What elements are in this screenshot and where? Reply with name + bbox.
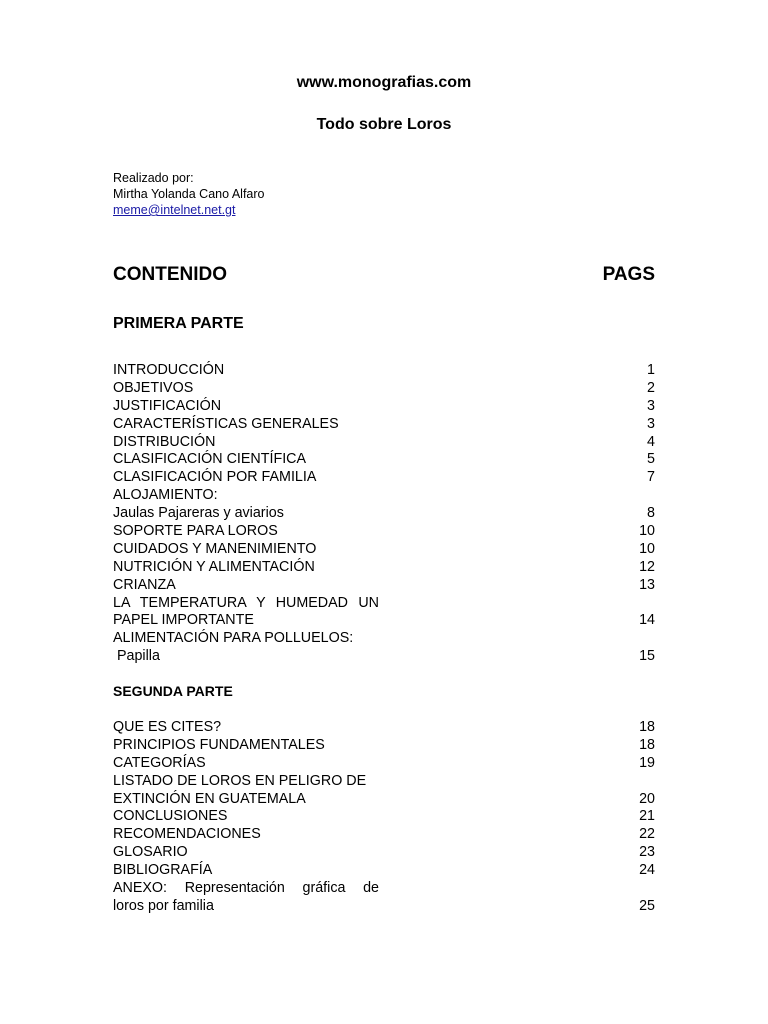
toc-row [113, 719, 655, 737]
toc-row [113, 398, 655, 416]
toc-page: 22 [639, 826, 655, 843]
toc-page: 10 [639, 523, 655, 540]
toc-page: 1 [647, 362, 655, 378]
toc-label: INTRODUCCIÓN [113, 362, 225, 378]
toc-page: 3 [647, 397, 655, 414]
toc-row [113, 898, 655, 916]
toc-row [113, 577, 655, 595]
toc-row [113, 755, 655, 773]
author-label: Realizado por: [113, 171, 194, 185]
toc-label: CRIANZA [113, 576, 176, 593]
toc-row [113, 434, 655, 452]
toc-label: CLASIFICACIÓN CIENTÍFICA [113, 451, 307, 468]
toc-label: CARACTERÍSTICAS GENERALES [113, 415, 339, 432]
toc-row [113, 862, 655, 880]
author-block [113, 170, 265, 218]
toc-label: JUSTIFICACIÓN [113, 397, 222, 414]
toc-page: 7 [647, 469, 655, 486]
toc-label: BIBLIOGRAFÍA [113, 862, 213, 879]
toc-row [113, 559, 655, 577]
toc-row [113, 612, 655, 630]
toc-page: 14 [639, 612, 655, 629]
toc-part2 [113, 719, 655, 916]
toc-row [113, 808, 655, 826]
toc-row [113, 469, 655, 487]
toc-row [113, 844, 655, 862]
toc-row [113, 595, 655, 613]
toc-row [113, 880, 655, 898]
toc-page: 18 [639, 736, 655, 753]
part1-title: PRIMERA PARTE [113, 315, 244, 332]
toc-row [113, 826, 655, 844]
toc-label: SOPORTE PARA LOROS [113, 523, 278, 540]
toc-row [113, 541, 655, 559]
toc-label: ANEXO: Representación gráfica de [113, 880, 379, 897]
toc-row [113, 451, 655, 469]
toc-label: LISTADO DE LOROS EN PELIGRO DE [113, 772, 367, 789]
toc-row [113, 416, 655, 434]
toc-page: 23 [639, 844, 655, 861]
toc-page: 15 [639, 648, 655, 665]
toc-label: OBJETIVOS [113, 379, 194, 396]
toc-label: PAPEL IMPORTANTE [113, 612, 254, 629]
toc-label: EXTINCIÓN EN GUATEMALA [113, 790, 306, 807]
toc-label: loros por familia [113, 897, 214, 914]
toc-row [113, 791, 655, 809]
toc-page: 10 [639, 540, 655, 557]
toc-page: 3 [647, 415, 655, 432]
toc-page: 13 [639, 576, 655, 593]
toc-page: 21 [639, 808, 655, 825]
toc-part1 [113, 362, 655, 666]
toc-label: LA TEMPERATURA Y HUMEDAD UN [113, 594, 379, 611]
toc-page: 24 [639, 862, 655, 879]
toc-row [113, 737, 655, 755]
toc-label: CONCLUSIONES [113, 808, 228, 825]
contents-heading: CONTENIDO [113, 264, 227, 285]
toc-label: CUIDADOS Y MANENIMIENTO [113, 540, 317, 557]
toc-page: 20 [639, 790, 655, 807]
toc-label: RECOMENDACIONES [113, 826, 261, 843]
toc-row [113, 487, 655, 505]
toc-label: PRINCIPIOS FUNDAMENTALES [113, 736, 325, 753]
toc-page: 4 [647, 433, 655, 450]
toc-row [113, 380, 655, 398]
toc-page: 12 [639, 558, 655, 575]
toc-row [113, 505, 655, 523]
toc-label: CLASIFICACIÓN POR FAMILIA [113, 469, 317, 486]
document-title: Todo sobre Loros [316, 116, 452, 133]
site-url: www.monografias.com [296, 74, 472, 91]
toc-row [113, 362, 655, 380]
toc-page: 18 [639, 719, 655, 735]
toc-label: DISTRIBUCIÓN [113, 433, 216, 450]
author-email-link[interactable]: meme@intelnet.net.gt [113, 203, 236, 217]
toc-label: CATEGORÍAS [113, 754, 206, 771]
toc-page: 25 [639, 897, 655, 914]
toc-row [113, 648, 655, 666]
toc-label: NUTRICIÓN Y ALIMENTACIÓN [113, 558, 315, 575]
toc-label: QUE ES CITES? [113, 719, 222, 735]
toc-row [113, 523, 655, 541]
part2-title: SEGUNDA PARTE [113, 683, 233, 699]
toc-page: 5 [647, 451, 655, 468]
toc-row [113, 773, 655, 791]
toc-label: Jaulas Pajareras y aviarios [113, 505, 284, 522]
toc-page: 2 [647, 379, 655, 396]
toc-row [113, 630, 655, 648]
toc-label: GLOSARIO [113, 844, 188, 861]
author-name: Mirtha Yolanda Cano Alfaro [113, 187, 265, 201]
toc-page: 8 [647, 505, 655, 522]
toc-label: ALOJAMIENTO: [113, 487, 218, 504]
toc-page: 19 [639, 754, 655, 771]
pages-heading: PAGS [602, 264, 655, 285]
toc-label: Papilla [113, 648, 160, 665]
toc-label: ALIMENTACIÓN PARA POLLUELOS: [113, 630, 354, 647]
